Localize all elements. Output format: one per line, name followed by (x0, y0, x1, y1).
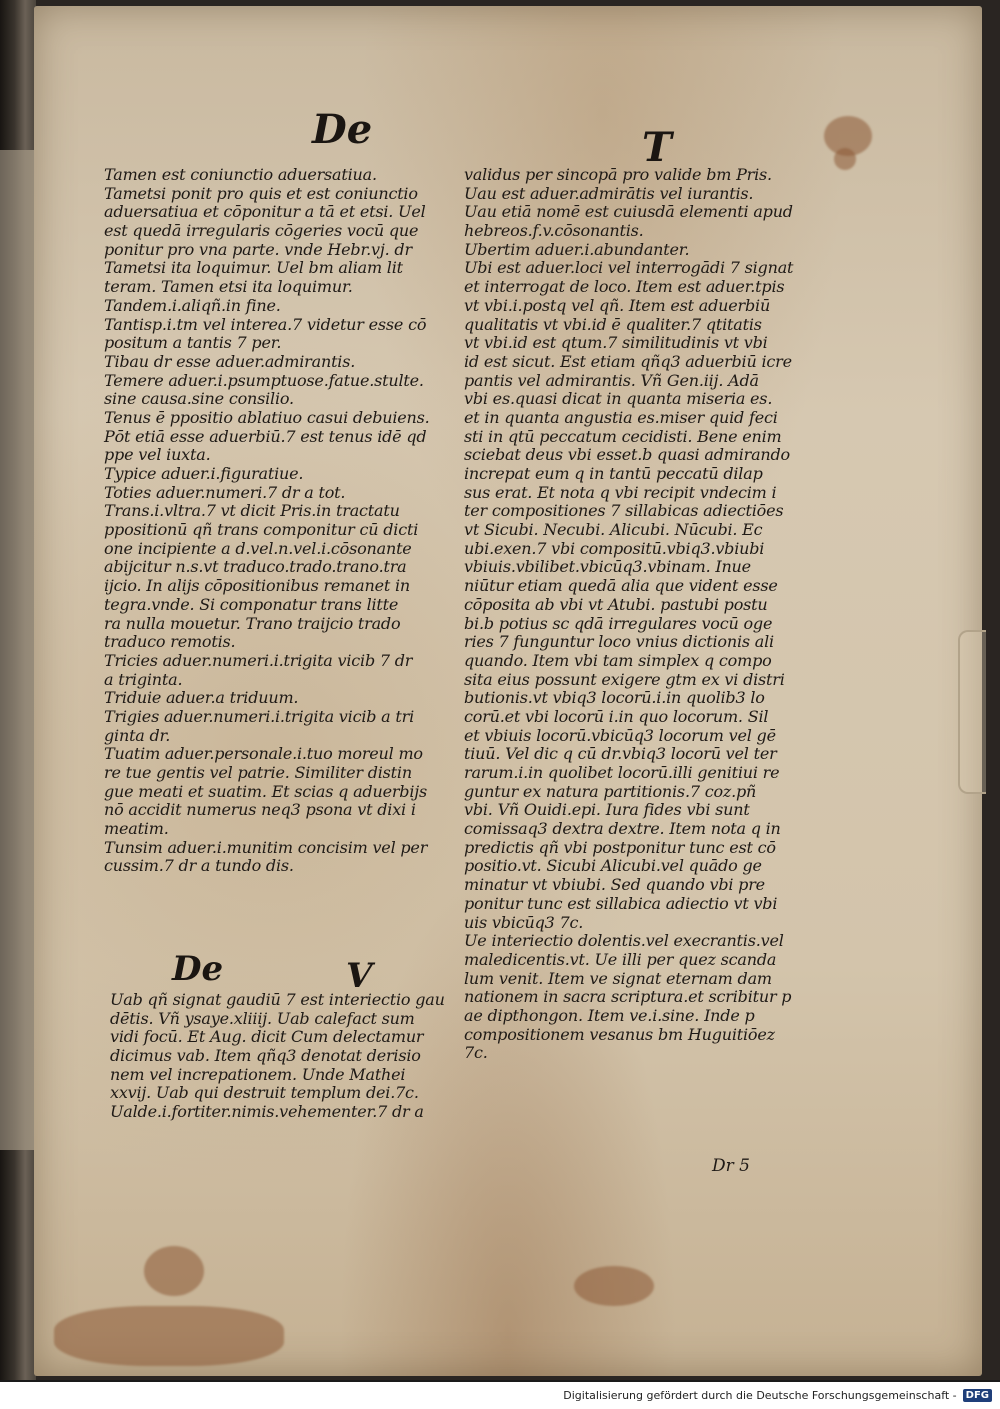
stain-bottom-left (144, 1246, 204, 1296)
text-line: butionis.vt vbiq3 locorū.i.in quolib3 lo (464, 688, 765, 708)
text-line: vt vbi.i.postq vel qñ. Item est aduerbiū (464, 295, 771, 315)
text-line: Ubertim aduer.i.abundanter. (464, 239, 690, 259)
text-line: niūtur etiam quedā alia que vident esse (464, 576, 778, 596)
dfg-logo: DFG (963, 1389, 992, 1402)
text-line: dicimus vab. Item qñq3 denotat derisio (110, 1046, 421, 1066)
stain-bottom-edge (54, 1306, 284, 1366)
text-line: et in quanta angustia es.miser quid feci (464, 407, 778, 427)
text-line: ponitur pro vna parte. vnde Hebr.vj. dr (104, 239, 412, 259)
text-line: vt vbi.id est qtum.7 similitudinis vt vbi (464, 333, 768, 353)
text-line: vidi focū. Et Aug. dicit Cum delectamur (110, 1027, 424, 1047)
text-line: Tantisp.i.tm vel interea.7 videtur esse cō (104, 314, 427, 334)
footer-bar (0, 1382, 1000, 1409)
text-line: vbiuis.vbilibet.vbicūq3.vbinam. Inue (464, 557, 751, 577)
text-line: rarum.i.in quolibet locorū.illi genitiui re (464, 763, 780, 782)
text-line: id est sicut. Est etiam qñq3 aduerbiū icre (464, 351, 792, 371)
text-line: ter compositiones 7 sillabicas adiectiōes (464, 501, 784, 521)
text-line: Tametsi ponit pro quis et est coniunctio (104, 183, 418, 203)
text-line: sciebat deus vbi esset.b quasi admirando (464, 445, 790, 465)
stain-bottom-center (574, 1266, 654, 1306)
text-line: positio.vt. Sicubi Alicubi.vel quādo ge (464, 856, 762, 876)
text-line: ijcio. In alijs cōpositionibus remanet in (104, 576, 411, 596)
signature-mark: Dr 5 (712, 1156, 750, 1176)
text-line: Typice aduer.i.figuratiue. (104, 464, 304, 483)
text-line: bi.b potius sc qdā irregulares vocū oge (464, 613, 773, 633)
text-line: meatim. (104, 819, 169, 839)
section-heading-right: V (346, 956, 373, 996)
text-line: cussim.7 dr a tundo dis. (104, 856, 294, 876)
text-line: Tamen est coniunctio aduersatiua. (104, 165, 377, 184)
text-line: nationem in sacra scriptura.et scribitur p (464, 987, 792, 1007)
text-line: guntur ex natura partitionis.7 coz.pñ (464, 781, 757, 801)
text-line: sus erat. Et nota q vbi recipit vndecim i (464, 482, 777, 502)
text-line: minatur vt vbiubi. Sed quando vbi pre (464, 875, 765, 895)
text-line: hebreos.f.v.cōsonantis. (464, 221, 644, 241)
text-line: lum venit. Item ve signat eternam dam (464, 968, 772, 988)
text-line: gue meati et suatim. Et scias q aduerbijs (104, 781, 428, 801)
text-line: Tricies aduer.numeri.i.trigita vicib 7 dr (104, 650, 413, 670)
text-line: vbi. Vñ Ouidi.epi. Iura fides vbi sunt (464, 800, 750, 820)
text-line: Tametsi ita loquimur. Uel bm aliam lit (104, 258, 403, 278)
text-line: ae dipthongon. Item ve.i.sine. Inde p (464, 1005, 755, 1025)
text-line: sita eius possunt exigere gtm ex vi distri (464, 669, 785, 689)
text-line: teram. Tamen etsi ita loquimur. (104, 277, 353, 297)
text-line: pantis vel admirantis. Vñ Gen.iij. Adā (464, 370, 759, 390)
text-line: ries 7 funguntur loco vnius dictionis ali (464, 632, 774, 652)
text-line: ubi.exen.7 vbi compositū.vbiq3.vbiubi (464, 538, 765, 558)
text-line: compositionem vesanus bm Huguitiōez (464, 1024, 775, 1044)
text-line: cōposita ab vbi vt Atubi. pastubi postu (464, 594, 768, 614)
text-line: Trans.i.vltra.7 vt dicit Pris.in tractatu (104, 501, 400, 521)
text-line: Trigies aduer.numeri.i.trigita vicib a tri (104, 706, 414, 726)
text-line: nem vel increpationem. Unde Mathei (110, 1064, 406, 1084)
text-line: Uau est aduer.admirātis vel iurantis. (464, 183, 754, 203)
left-column (104, 166, 474, 876)
text-line: Ubi est aduer.loci vel interrogādi 7 signat (464, 258, 794, 278)
text-line: comissaq3 dextra dextre. Item nota q in (464, 819, 781, 839)
text-line: et vbiuis locorū.vbicūq3 locorum vel gē (464, 725, 776, 745)
text-line: nō accidit numerus neq3 psona vt dixi i (104, 800, 416, 820)
text-line: abijcitur n.s.vt traduco.trado.trano.tra (104, 557, 407, 577)
text-line: Tandem.i.aliqñ.in fine. (104, 295, 281, 315)
text-line: Uab qñ signat gaudiū 7 est interiectio gau (110, 990, 445, 1009)
text-line: Uau etiā nomē est cuiusdā elementi apud (464, 202, 793, 222)
text-line: Ualde.i.fortiter.nimis.vehementer.7 dr a (110, 1102, 424, 1122)
text-line: one incipiente a d.vel.n.vel.i.cōsonante (104, 538, 412, 558)
text-line: ra nulla mouetur. Trano traijcio trado (104, 613, 401, 633)
text-line: 7c. (464, 1043, 488, 1063)
text-line: tiuū. Vel dic q cū dr.vbiq3 locorū vel ter (464, 744, 777, 764)
text-line: ppe vel iuxta. (104, 445, 211, 465)
text-line: sti in qtū peccatum cecidisti. Bene enim (464, 426, 782, 446)
text-line: positum a tantis 7 per. (104, 333, 282, 353)
footer-credit: Digitalisierung gefördert durch die Deutsche Forschungsgemeinschaft - (563, 1389, 957, 1402)
text-line: re tue gentis vel patrie. Similiter distin (104, 763, 412, 782)
text-line: xxvij. Uab qui destruit templum dei.7c. (110, 1083, 419, 1103)
text-line: Tenus ē ppositio ablatiuo casui debuiens. (104, 407, 430, 427)
text-line: quando. Item vbi tam simplex q compo (464, 650, 772, 670)
text-line: ppositionū qñ trans componitur cū dicti (104, 520, 419, 540)
text-line: corū.et vbi locorū i.in quo locorum. Sil (464, 706, 769, 726)
text-line: Ue interiectio dolentis.vel execrantis.vel (464, 931, 784, 951)
document-page (34, 6, 982, 1376)
text-line: et interrogat de loco. Item est aduer.tpis (464, 277, 785, 297)
text-line: ponitur tunc est sillabica adiectio vt vbi (464, 893, 778, 913)
text-line: maledicentis.vt. Ue illi per quez scanda (464, 949, 777, 969)
text-line: validus per sincopā pro valide bm Pris. (464, 165, 772, 184)
text-line: aduersatiua et cōponitur a tā et etsi. Uel (104, 202, 426, 222)
text-line: a triginta. (104, 669, 183, 689)
text-line: increpat eum q in tantū peccatū dilap (464, 464, 763, 483)
text-line: tegra.vnde. Si componatur trans litte (104, 594, 399, 614)
text-line: Toties aduer.numeri.7 dr a tot. (104, 482, 346, 502)
text-line: predictis qñ vbi postponitur tunc est cō (464, 837, 776, 857)
text-line: qualitatis vt vbi.id ē qualiter.7 qtitatis (464, 314, 762, 334)
text-line: vt Sicubi. Necubi. Alicubi. Nūcubi. Ec (464, 520, 763, 540)
page-clip (958, 630, 986, 794)
text-line: dētis. Vñ ysaye.xliiij. Uab calefact sum (110, 1008, 415, 1028)
text-line: Tibau dr esse aduer.admirantis. (104, 351, 356, 371)
text-line: Tuatim aduer.personale.i.tuo moreul mo (104, 744, 423, 764)
header-left: De (312, 106, 373, 153)
text-line: est quedā irregularis cōgeries vocū que (104, 221, 419, 241)
section-heading-left: De (172, 949, 224, 989)
text-line: sine causa.sine consilio. (104, 389, 294, 409)
text-line: ginta dr. (104, 725, 171, 745)
text-line: vbi es.quasi dicat in quanta miseria es. (464, 389, 773, 409)
header-right: T (642, 124, 672, 171)
text-line: Temere aduer.i.psumptuose.fatue.stulte. (104, 370, 424, 390)
facing-page-strip (0, 150, 34, 1150)
text-line: traduco remotis. (104, 632, 236, 652)
text-line: Pōt etiā esse aduerbiū.7 est tenus idē qd (104, 426, 427, 446)
text-line: Tunsim aduer.i.munitim concisim vel per (104, 837, 428, 857)
text-line: Triduie aduer.a triduum. (104, 688, 299, 708)
right-column (464, 166, 864, 1063)
text-line: uis vbicūq3 7c. (464, 912, 584, 932)
left-column-continued (110, 991, 480, 1122)
